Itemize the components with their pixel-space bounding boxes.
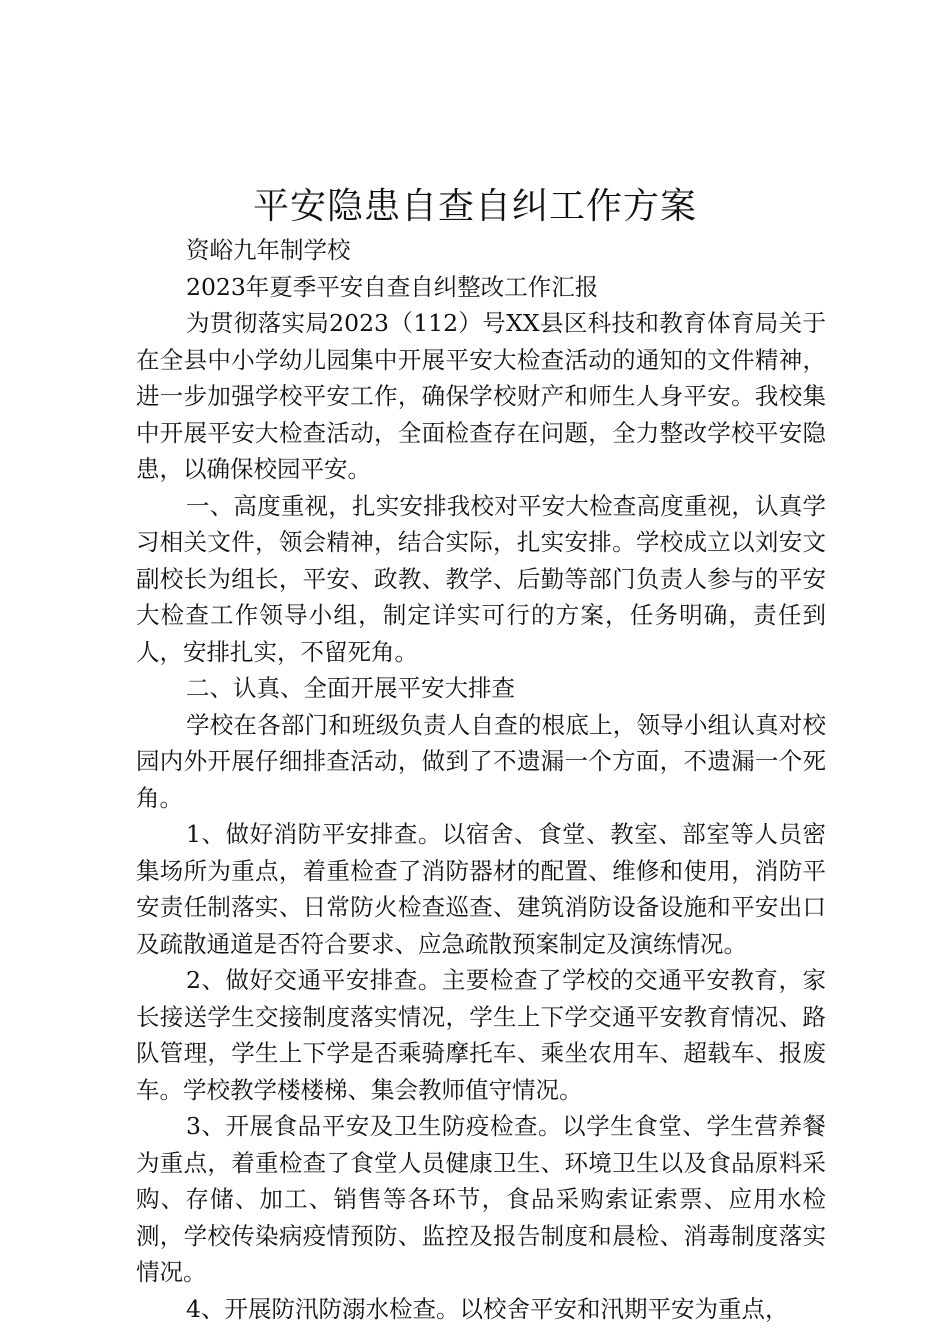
paragraph-intro: 为贯彻落实局2023（112）号XX县区科技和教育体育局关于在全县中小学幼儿园集中开展平安大检查活动的通知的文件精神，进一步加强学校平安工作，确保学校财产和师生人身平安。我校集中开展平安大检查活动，全面检查存在问题，全力整改学校平安隐患，以确保校园平安。 xyxy=(136,309,826,483)
document-title: 平安隐患自查自纠工作方案 xyxy=(252,186,697,227)
paragraph-item-flood-prevention: 4、开展防汛防溺水检查。以校舍平安和汛期平安为重点， xyxy=(186,1294,789,1323)
paragraph-item-fire-safety: 1、做好消防平安排查。以宿舍、食堂、教室、部室等人员密集场所为重点，着重检查了消防器材的配置、维修和使用，消防平安责任制落实、日常防火检查巡查、建筑消防设备设施和平安出口及疏散通道是否符合要求、应急疏散预案制定及演练情况。 xyxy=(136,820,826,958)
paragraph-school-name: 资峪九年制学校 xyxy=(186,236,351,264)
paragraph-item-traffic-safety: 2、做好交通平安排查。主要检查了学校的交通平安教育，家长接送学生交接制度落实情况，学生上下学交通平安教育情况、路队管理，学生上下学是否乘骑摩托车、乘坐农用车、超载车、报废车。学校教学楼楼梯、集会教师值守情况。 xyxy=(136,966,826,1104)
paragraph-item-food-safety: 3、开展食品平安及卫生防疫检查。以学生食堂、学生营养餐为重点，着重检查了食堂人员健康卫生、环境卫生以及食品原料采购、存储、加工、销售等各环节，食品采购索证索票、应用水检测，学校传染病疫情预防、监控及报告制度和晨检、消毒制度落实情况。 xyxy=(136,1112,826,1286)
document-body xyxy=(136,232,826,1327)
paragraph-report-title: 2023年夏季平安自查自纠整改工作汇报 xyxy=(186,272,599,301)
paragraph-section-2-body: 学校在各部门和班级负责人自查的根底上，领导小组认真对校园内外开展仔细排查活动，做到了不遗漏一个方面，不遗漏一个死角。 xyxy=(136,710,826,812)
paragraph-section-1: 一、高度重视，扎实安排我校对平安大检查高度重视，认真学习相关文件，领会精神，结合实际，扎实安排。学校成立以刘安文副校长为组长，平安、政教、教学、后勤等部门负责人参与的平安大检查工作领导小组，制定详实可行的方案，任务明确，责任到人，安排扎实，不留死角。 xyxy=(136,491,826,666)
paragraph-section-2-heading: 二、认真、全面开展平安大排查 xyxy=(186,674,515,702)
